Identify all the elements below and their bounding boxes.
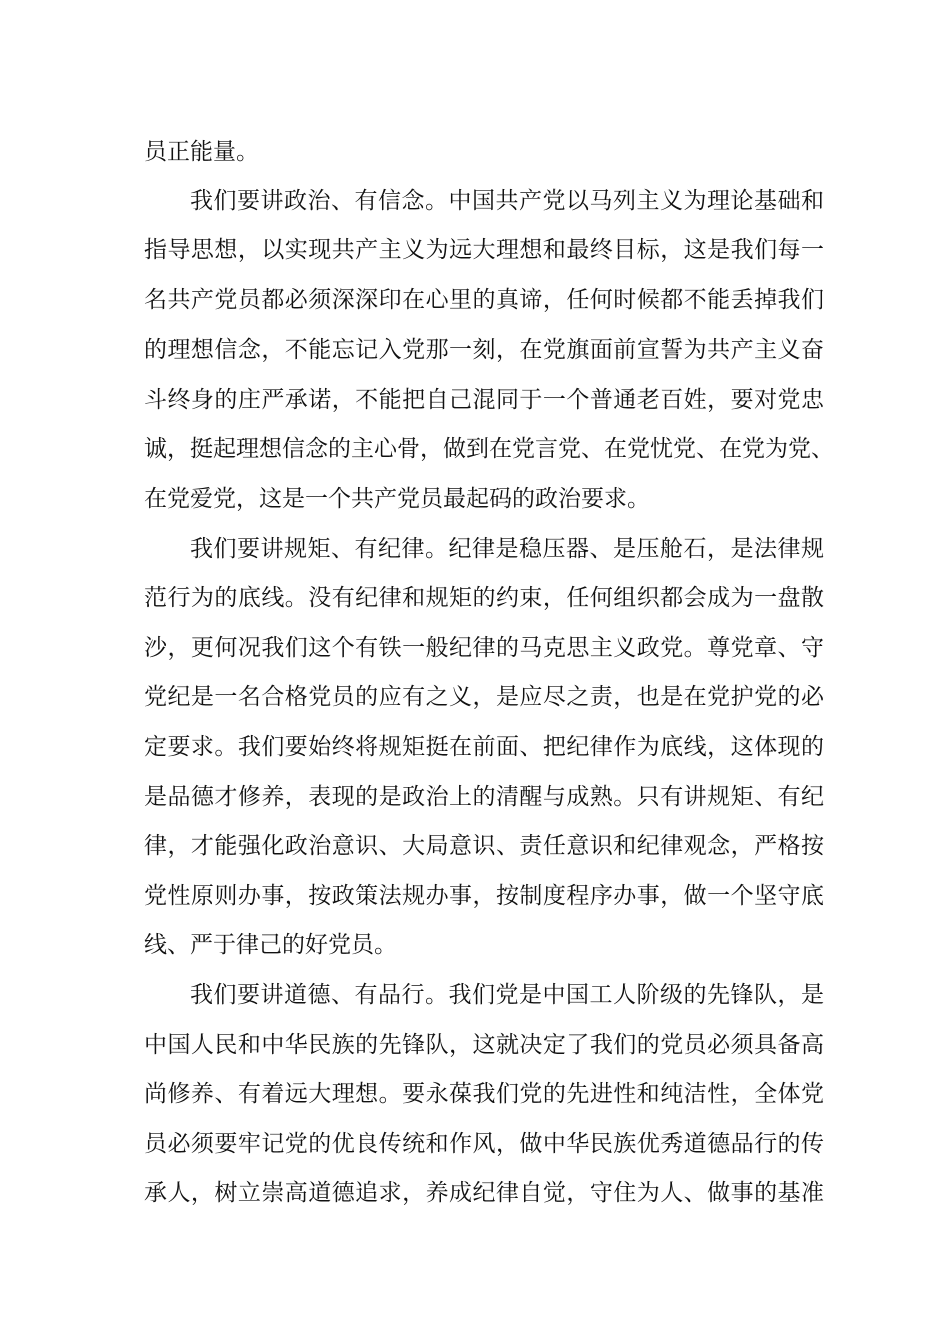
text-line: 定要求。我们要始终将规矩挺在前面、把纪律作为底线，这体现的 [144, 734, 824, 760]
paragraph-first-line: 我们要讲道德、有品行。我们党是中国工人阶级的先锋队，是 [190, 982, 824, 1008]
paragraph-first-line: 我们要讲政治、有信念。中国共产党以马列主义为理论基础和 [190, 188, 824, 214]
text-line: 律，才能强化政治意识、大局意识、责任意识和纪律观念，严格按 [144, 833, 824, 859]
text-line: 党纪是一名合格党员的应有之义，是应尽之责，也是在党护党的必 [144, 684, 824, 710]
text-line: 党性原则办事，按政策法规办事，按制度程序办事，做一个坚守底 [144, 883, 824, 909]
text-line: 中国人民和中华民族的先锋队，这就决定了我们的党员必须具备高 [144, 1032, 824, 1058]
paragraph-first-line: 我们要讲规矩、有纪律。纪律是稳压器、是压舱石，是法律规 [190, 536, 824, 562]
text-line: 的理想信念，不能忘记入党那一刻，在党旗面前宣誓为共产主义奋 [144, 337, 824, 363]
text-line: 诚，挺起理想信念的主心骨，做到在党言党、在党忧党、在党为党、 [144, 436, 834, 462]
text-line: 沙，更何况我们这个有铁一般纪律的马克思主义政党。尊党章、守 [144, 635, 824, 661]
text-line: 名共产党员都必须深深印在心里的真谛，任何时候都不能丢掉我们 [144, 287, 824, 313]
text-line: 是品德才修养，表现的是政治上的清醒与成熟。只有讲规矩、有纪 [144, 784, 824, 810]
text-line: 在党爱党，这是一个共产党员最起码的政治要求。 [144, 486, 650, 512]
text-line: 指导思想，以实现共产主义为远大理想和最终目标，这是我们每一 [144, 237, 824, 263]
text-line: 范行为的底线。没有纪律和规矩的约束，任何组织都会成为一盘散 [144, 585, 824, 611]
text-line: 员必须要牢记党的优良传统和作风，做中华民族优秀道德品行的传 [144, 1131, 824, 1157]
text-line: 线、严于律己的好党员。 [144, 932, 397, 958]
text-line: 承人，树立崇高道德追求，养成纪律自觉，守住为人、做事的基准 [144, 1180, 824, 1206]
text-line: 斗终身的庄严承诺，不能把自己混同于一个普通老百姓，要对党忠 [144, 387, 824, 413]
text-line: 员正能量。 [144, 139, 259, 165]
text-line: 尚修养、有着远大理想。要永葆我们党的先进性和纯洁性，全体党 [144, 1081, 824, 1107]
